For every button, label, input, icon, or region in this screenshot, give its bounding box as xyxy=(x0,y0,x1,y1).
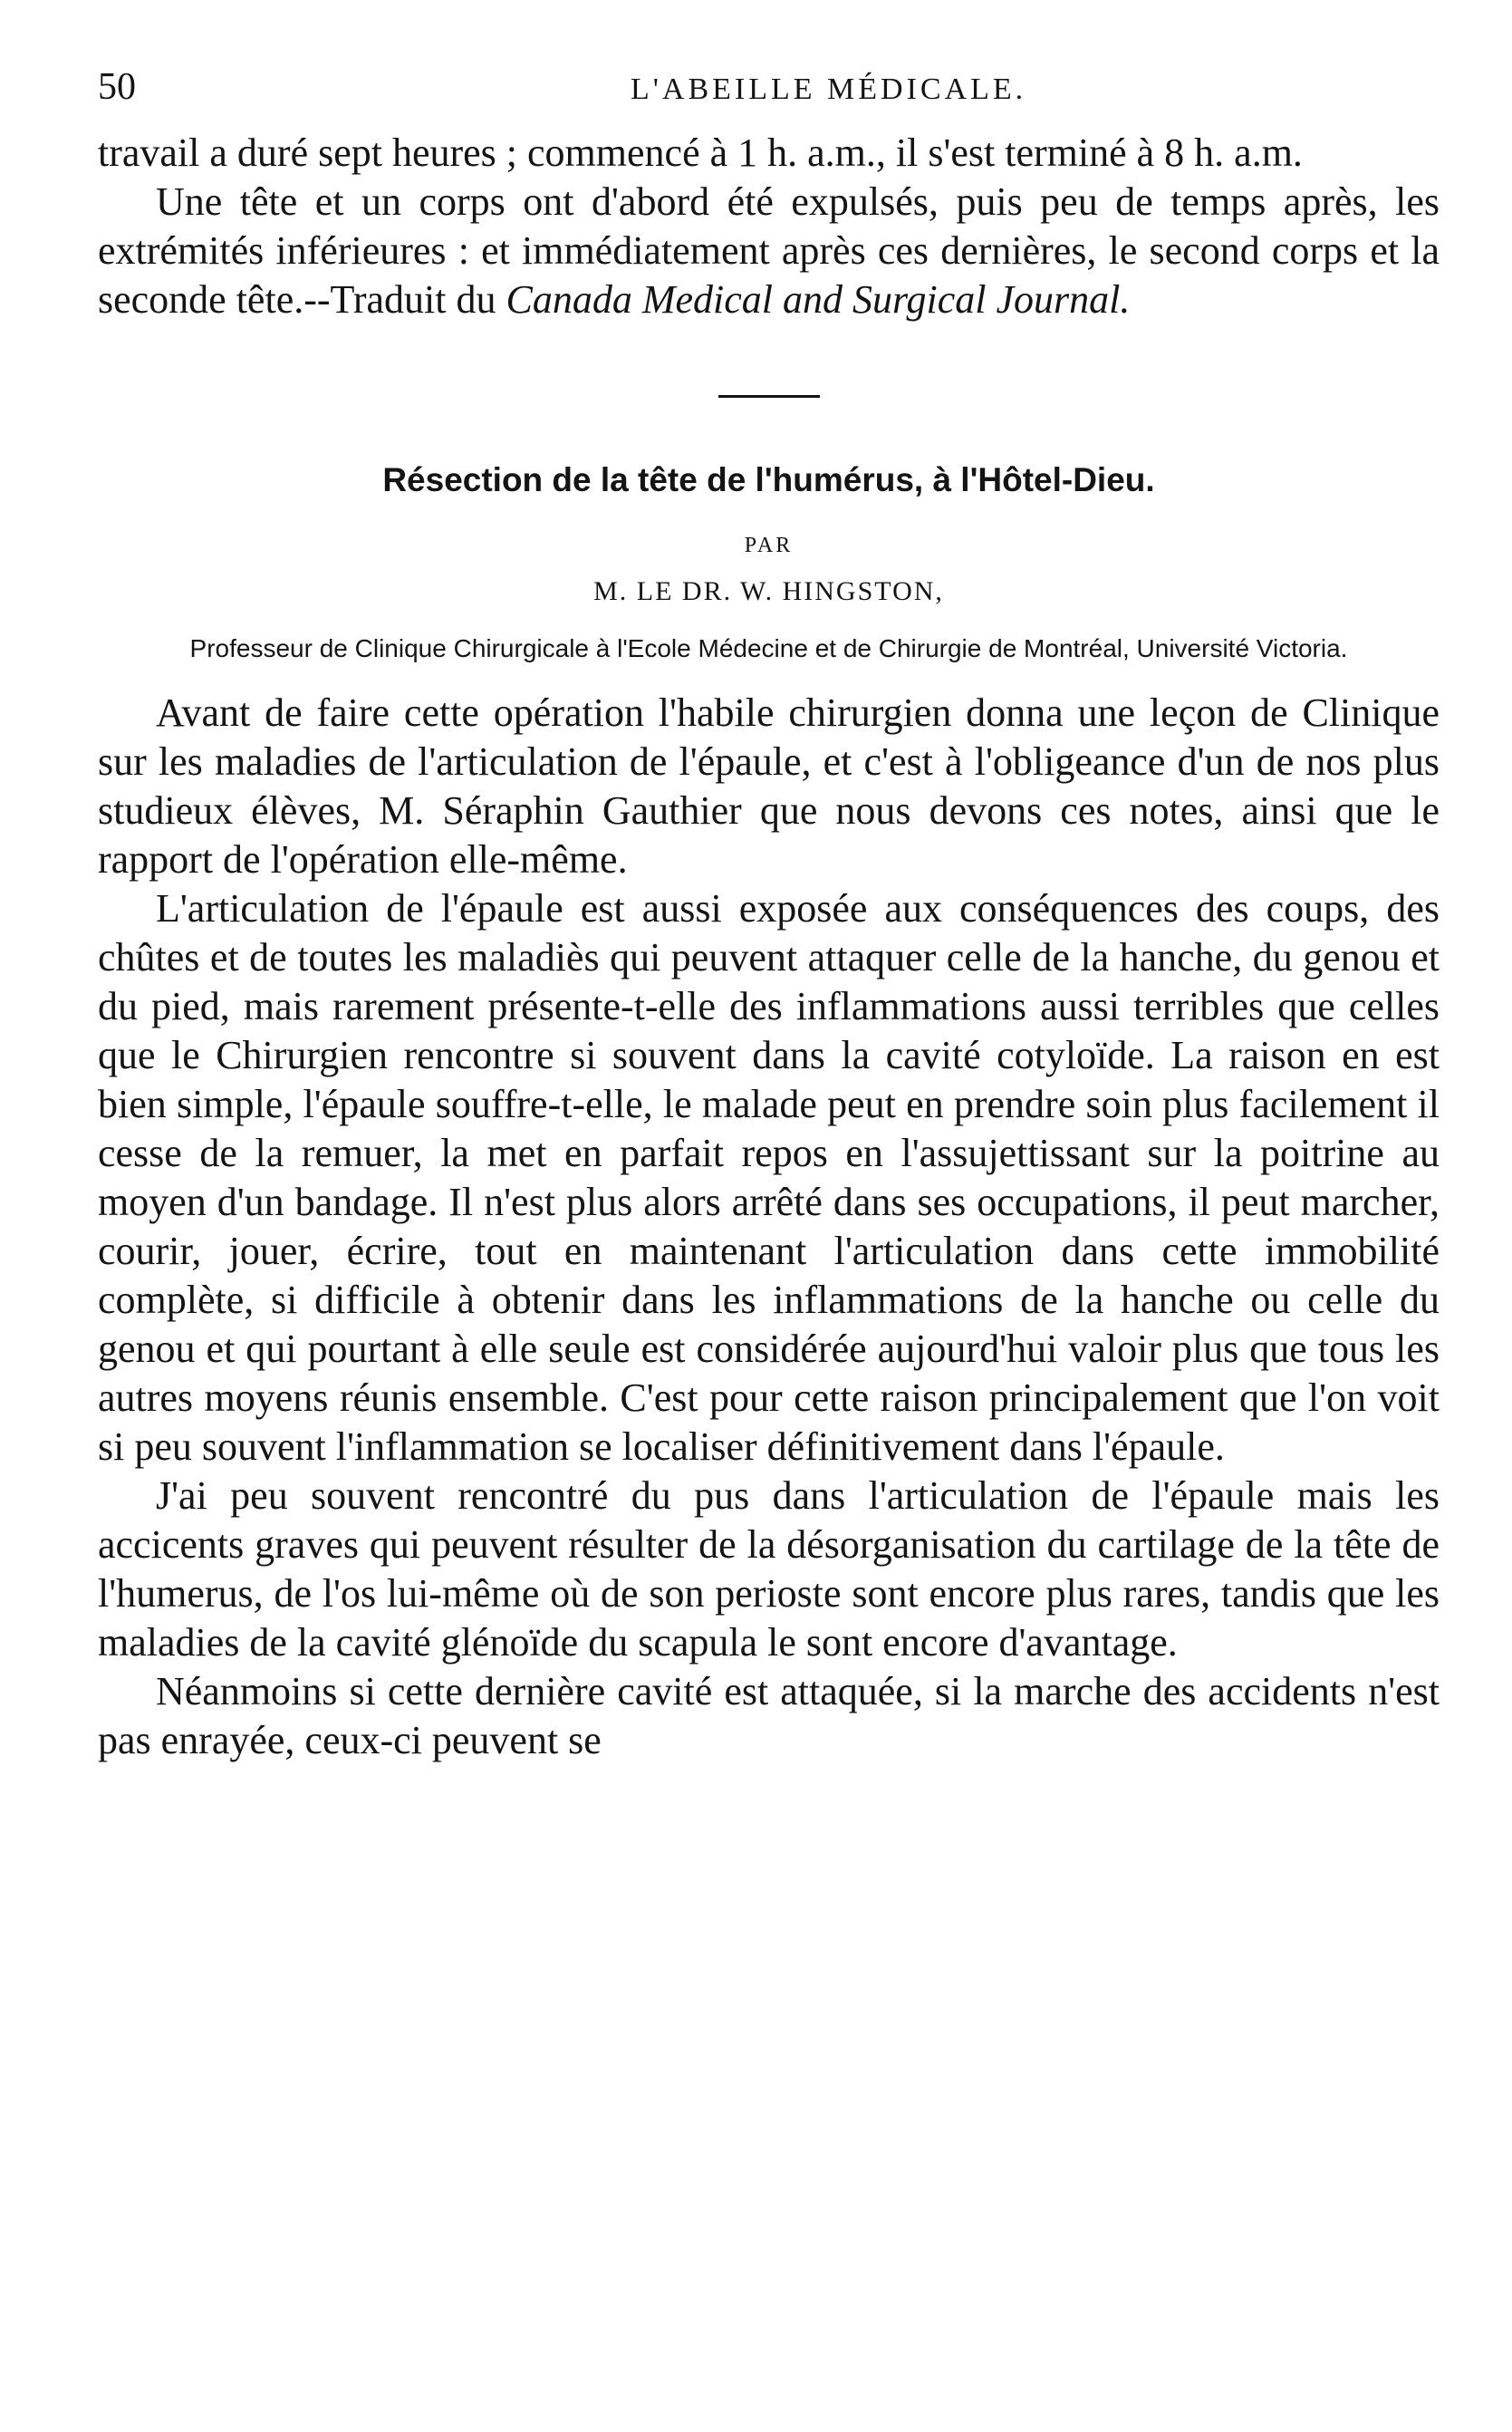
byline-par: PAR xyxy=(744,534,794,557)
page-number: 50 xyxy=(98,66,136,108)
article-author: M. LE DR. W. HINGSTON, xyxy=(593,576,944,606)
running-header xyxy=(98,65,1440,129)
article-body xyxy=(98,689,1440,1765)
body-paragraph: L'articulation de l'épaule est aussi exposée aux conséquences des coups, des chûtes et de toutes les maladiès qui peuvent attaquer celle de la hanche, du genou et du pied, mais rarement présente-t-elle des inflammations aussi terribles que celles que le Chirurgien rencontre si souvent dans la cavité cotyloïde. La raison en est bien simple, l'épaule souffre-t-elle, le malade peut en prendre soin plus facilement il cesse de la remuer, la met en parfait repos en l'assujettissant sur la poitrine au moyen d'un bandage. Il n'est plus alors arrêté dans ses occupations, il peut marcher, courir, jouer, écrire, tout en maintenant l'articulation dans cette immobilité complète, si difficile à obtenir dans les inflammations de la hanche ou celle du genou et qui pourtant à elle seule est considérée aujourd'hui valoir plus que tous les autres moyens réunis ensemble. C'est pour cette raison principalement que l'on voit si peu souvent l'inflammation se localiser définitivement dans l'épaule. xyxy=(98,886,1440,1469)
source-journal-citation: Canada Medical and Surgical Journal. xyxy=(506,277,1131,322)
article-title: Résection de la tête de l'humérus, à l'Hôtel-Dieu. xyxy=(382,461,1155,498)
intro-paragraph-text: Une tête et un corps ont d'abord été expulsés, puis peu de temps après, les extrémités inférieures : et immédiatement après ces dernières, le second corps et la seconde tête.--Traduit du xyxy=(98,179,1440,322)
journal-title: L'ABEILLE MÉDICALE. xyxy=(631,72,1027,106)
intro-paragraph xyxy=(98,178,1440,324)
body-paragraph: J'ai peu souvent rencontré du pus dans l'articulation de l'épaule mais les accicents graves qui peuvent résulter de la désorganisation du cartilage de la tête de l'humerus, de l'os lui-même où de son perioste sont encore plus rares, tandis que les maladies de la cavité glénoïde du scapula le sont encore d'avantage. xyxy=(98,1473,1440,1665)
continued-paragraph: travail a duré sept heures ; commencé à 1 h. a.m., il s'est terminé à 8 h. a.m. xyxy=(98,130,1303,175)
author-affiliation: Professeur de Clinique Chirurgicale à l'Ecole Médecine et de Chirurgie de Montréal, Université Victoria. xyxy=(189,634,1348,662)
body-paragraph: Avant de faire cette opération l'habile chirurgien donna une leçon de Clinique sur les maladies de l'articulation de l'épaule, et c'est à l'obligeance d'un de nos plus studieux élèves, M. Séraphin Gauthier que nous devons ces notes, ainsi que le rapport de l'opération elle-même. xyxy=(98,690,1440,882)
section-divider xyxy=(718,395,820,398)
body-paragraph: Néanmoins si cette dernière cavité est attaquée, si la marche des accidents n'est pas enrayée, ceux-ci peuvent se xyxy=(98,1669,1440,1762)
